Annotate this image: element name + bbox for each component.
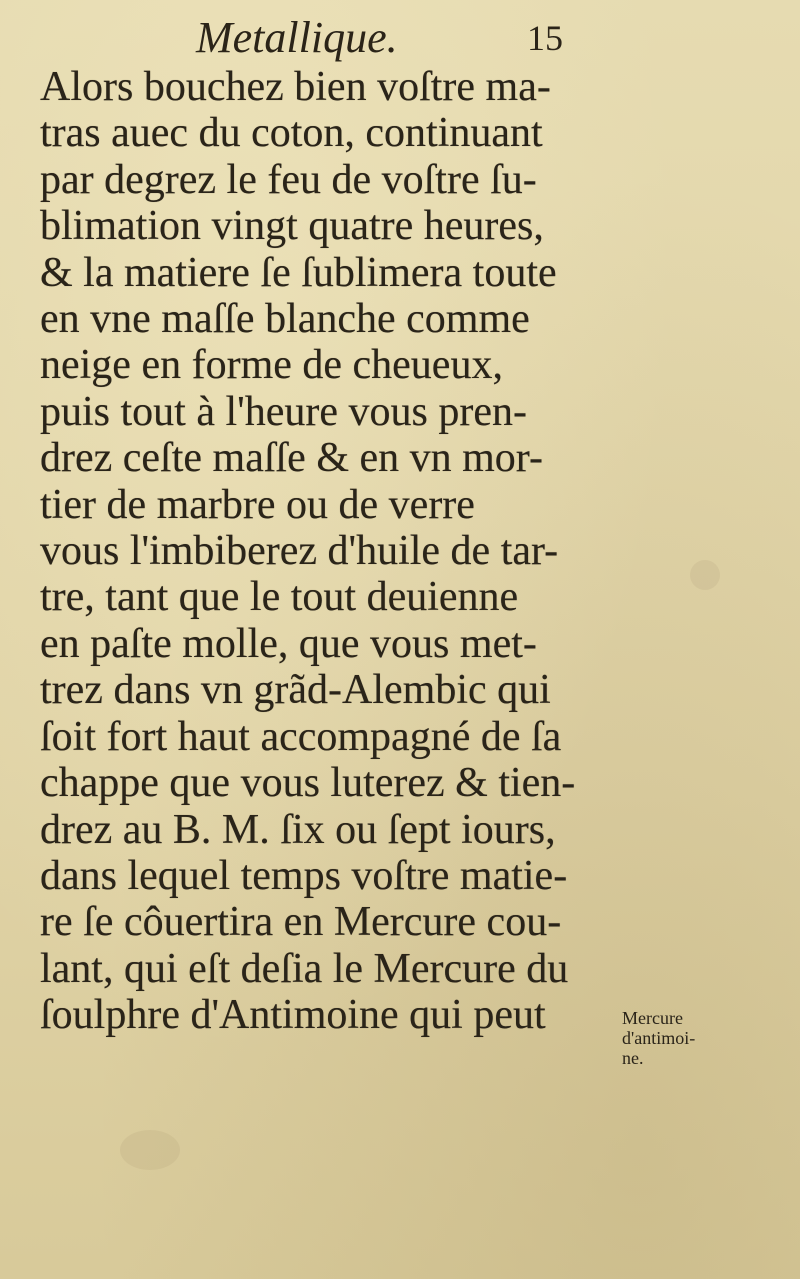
text-line: par degrez le feu de voſtre ſu- xyxy=(40,156,537,203)
running-head xyxy=(0,10,800,66)
margin-note-line: Mercure xyxy=(622,1008,683,1028)
text-line: en paſte molle, que vous met- xyxy=(40,620,537,667)
text-line: blimation vingt quatre heures, xyxy=(40,203,544,250)
text-line: drez ceſte maſſe & en vn mor- xyxy=(40,435,543,482)
text-line: & la matiere ſe ſublimera toute xyxy=(40,249,557,296)
text-line: neige en forme de cheueux, xyxy=(40,342,503,389)
text-line: ſoulphre d'Antimoine qui peut xyxy=(40,992,546,1039)
text-line: drez au B. M. ſix ou ſept iours, xyxy=(40,806,556,853)
running-title: Metallique. xyxy=(196,13,398,62)
text-line: ſoit fort haut accompagné de ſa xyxy=(40,713,562,760)
paper-stain xyxy=(120,1130,180,1170)
page-number: 15 xyxy=(527,18,563,58)
margin-note-line: d'antimoi- xyxy=(622,1028,696,1048)
text-line: tier de marbre ou de verre xyxy=(40,481,475,528)
margin-note-line: ne. xyxy=(622,1048,644,1068)
margin-note xyxy=(622,1008,742,1068)
text-line: puis tout à l'heure vous pren- xyxy=(40,388,527,435)
text-line: lant, qui eſt deſia le Mercure du xyxy=(40,945,569,992)
body-text xyxy=(40,64,630,1039)
text-line: tras auec du coton, continuant xyxy=(40,110,543,157)
text-line: re ſe côuertira en Mercure cou- xyxy=(40,899,562,946)
text-line: vous l'imbiberez d'huile de tar- xyxy=(40,528,559,575)
text-line: Alors bouchez bien voſtre ma- xyxy=(40,64,551,110)
text-line: chappe que vous luterez & tien- xyxy=(40,760,576,807)
text-line: tre, tant que le tout deuienne xyxy=(40,574,519,621)
text-line: dans lequel temps voſtre matie- xyxy=(40,852,568,899)
text-line: trez dans vn grãd-Alembic qui xyxy=(40,667,551,714)
paper-stain xyxy=(690,560,720,590)
text-line: en vne maſſe blanche comme xyxy=(40,296,530,343)
